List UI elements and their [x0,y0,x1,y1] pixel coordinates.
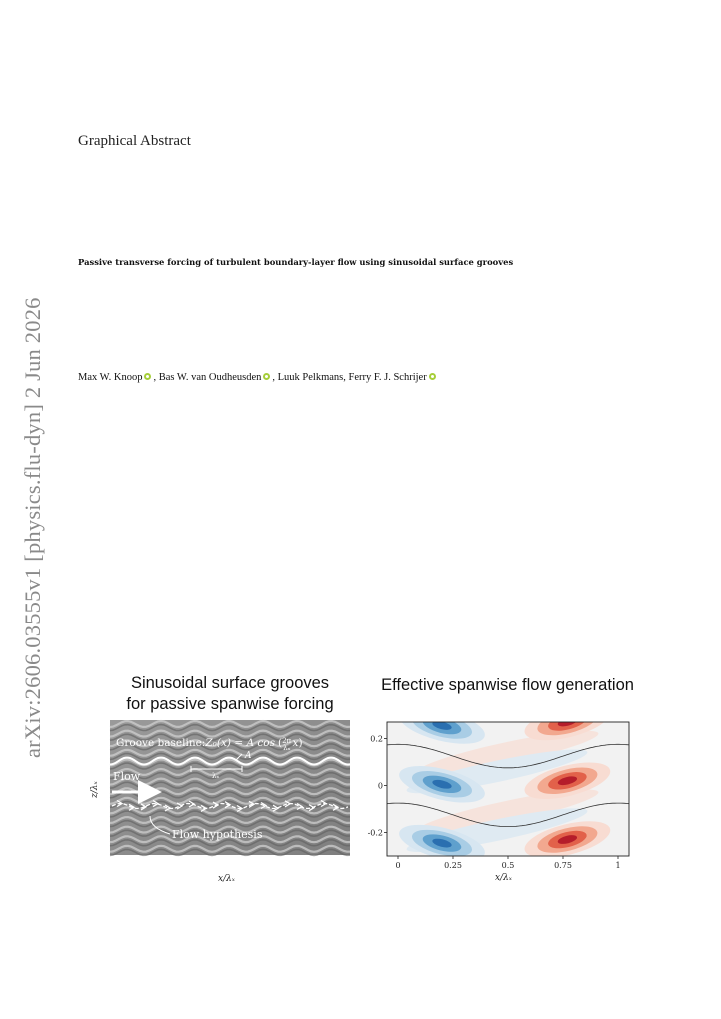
orcid-icon[interactable] [263,373,270,380]
y-tick-label: -0.2 [367,828,383,838]
x-tick-label: 0.5 [501,861,515,870]
author-name[interactable]: Bas W. van Oudheusden [158,372,262,383]
author-separator: , [272,372,278,383]
chart-title: Effective spanwise flow generation [381,676,634,694]
x-axis-ticks [395,856,620,870]
y-tick-label: 0.2 [370,734,383,744]
x-tick-label: 0 [395,861,401,870]
author-list [78,372,438,383]
y-axis-ticks [368,734,387,837]
x-tick-label: 0.25 [444,861,462,870]
x-tick-label: 0.75 [554,861,572,870]
left-y-axis-label: z/λₓ [90,781,100,798]
left-title-line-2: for passive spanwise forcing [126,695,334,713]
spanwise-flow-contour-chart [355,716,645,891]
x-tick-label: 1 [615,861,621,870]
flow-hypothesis-label: Flow hypothesis [172,828,263,841]
left-x-axis-label: x/λₓ [218,874,236,884]
left-title-line-1: Sinusoidal surface grooves [130,674,330,692]
wavelength-label: λₓ [212,772,220,780]
author-name[interactable]: Luuk Pelkmans [277,372,344,383]
graphical-abstract-heading: Graphical Abstract [78,133,191,149]
author-name[interactable]: Ferry F. J. Schrijer [348,372,427,383]
flow-label: Flow [113,770,141,783]
orcid-icon[interactable] [429,373,436,380]
left-figure-title [110,673,350,715]
paper-title: Passive transverse forcing of turbulent boundary-layer flow using sinusoidal surface grooves [78,257,514,267]
author-separator: , [153,372,159,383]
groove-surface-photo [80,716,370,891]
arxiv-identifier: arXiv:2606.03555v1 [physics.flu-dyn] 2 Jun 2026 [20,297,45,758]
chart-x-axis-label: x/λₓ [495,873,513,883]
amplitude-label: A [245,751,252,761]
groove-baseline-label: Groove baseline:Z₀(x) = A cos ($^{2\pi}$ λₓ x) [116,737,303,752]
author-name[interactable]: Max W. Knoop [78,372,143,383]
orcid-icon[interactable] [144,373,151,380]
y-tick-label: 0 [377,781,383,791]
author-separator: , [343,372,349,383]
